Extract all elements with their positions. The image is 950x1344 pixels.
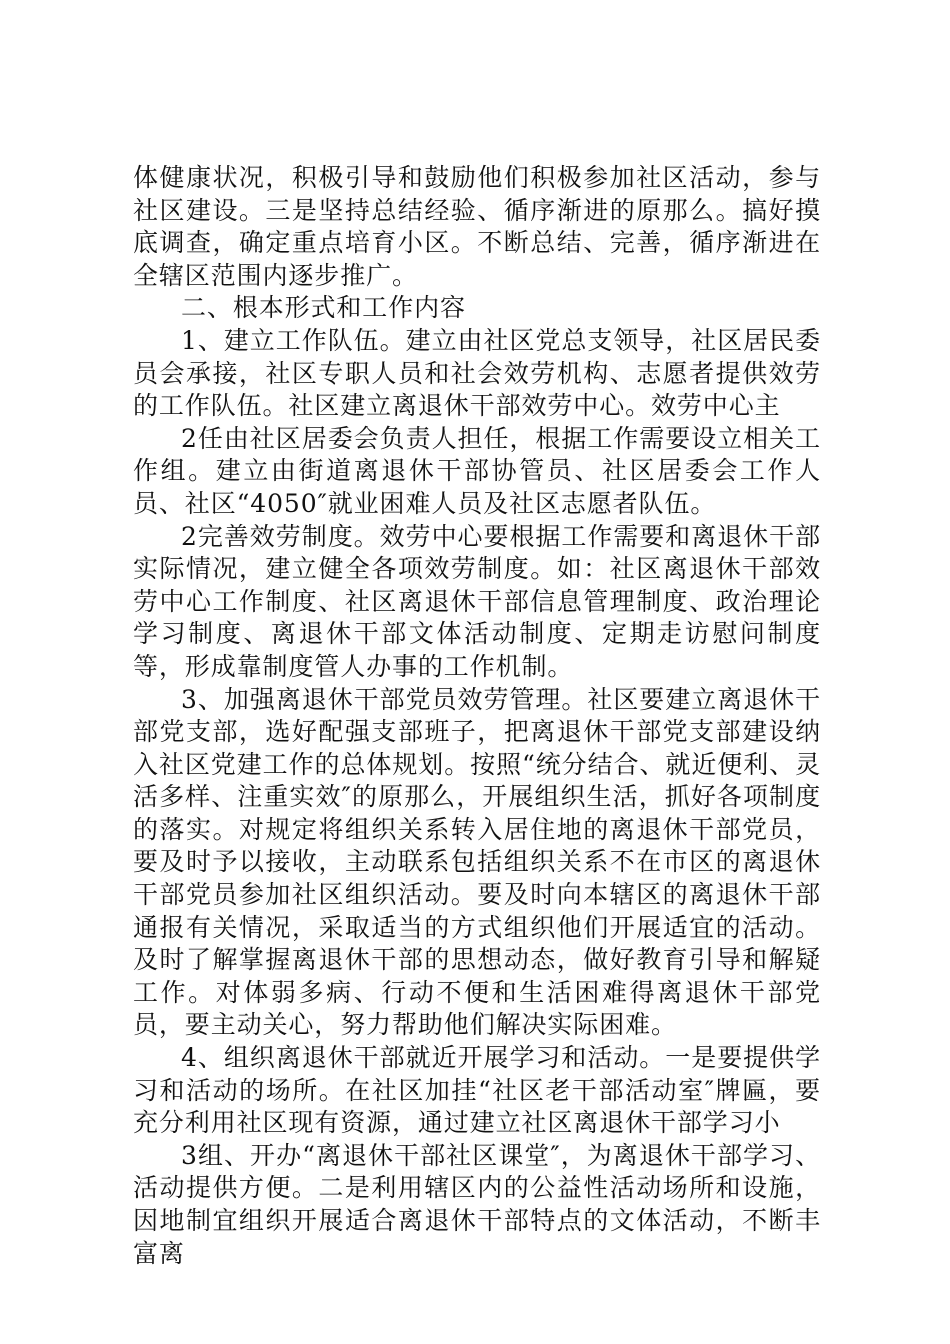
section-heading: 二、根本形式和工作内容	[181, 293, 466, 323]
document-body	[133, 162, 821, 1270]
paragraph-item-2: 2完善效劳制度。效劳中心要根据工作需要和离退休干部实际情况，建立健全各项效劳制度。如：社区离退休干部效劳中心工作制度、社区离退休干部信息管理制度、政治理论学习制度、离退休干部文体活动制度、定期走访慰问制度等，形成靠制度管人办事的工作机制。	[133, 521, 821, 681]
paragraph-continuation: 体健康状况，积极引导和鼓励他们积极参加社区活动，参与社区建设。三是坚持总结经验、循序渐进的原那么。搞好摸底调查，确定重点培育小区。不断总结、完善，循序渐进在全辖区范围内逐步推广。	[133, 163, 821, 290]
paragraph-item-3: 3、加强离退休干部党员效劳管理。社区要建立离退休干部党支部，选好配强支部班子，把离退休干部党支部建设纳入社区党建工作的总体规划。按照“统分结合、就近便利、灵活多样、注重实效″的原那么，开展组织生活，抓好各项制度的落实。对规定将组织关系转入居住地的离退休干部党员，要及时予以接收，主动联系包括组织关系不在市区的离退休干部党员参加社区组织活动。要及时向本辖区的离退休干部通报有关情况，采取适当的方式组织他们开展适宜的活动。及时了解掌握离退休干部的思想动态，做好教育引导和解疑工作。对体弱多病、行动不便和生活困难得离退休干部党员，要主动关心，努力帮助他们解决实际困难。	[133, 684, 821, 1040]
paragraph-item-4-continued: 3组、开办“离退休干部社区课堂″，为离退休干部学习、活动提供方便。二是利用辖区内的公益性活动场所和设施，因地制宜组织开展适合离退休干部特点的文体活动，不断丰富离	[133, 1140, 821, 1268]
paragraph-item-1-continued: 2任由社区居委会负责人担任，根据工作需要设立相关工作组。建立由街道离退休干部协管员、社区居委会工作人员、社区“4050″就业困难人员及社区志愿者队伍。	[133, 423, 821, 518]
paragraph-item-1: 1、建立工作队伍。建立由社区党总支领导，社区居民委员会承接，社区专职人员和社会效劳机构、志愿者提供效劳的工作队伍。社区建立离退休干部效劳中心。效劳中心主	[133, 325, 821, 421]
paragraph-item-4: 4、组织离退休干部就近开展学习和活动。一是要提供学习和活动的场所。在社区加挂“社区老干部活动室″牌匾，要充分利用社区现有资源，通过建立社区离退休干部学习小	[133, 1043, 821, 1138]
